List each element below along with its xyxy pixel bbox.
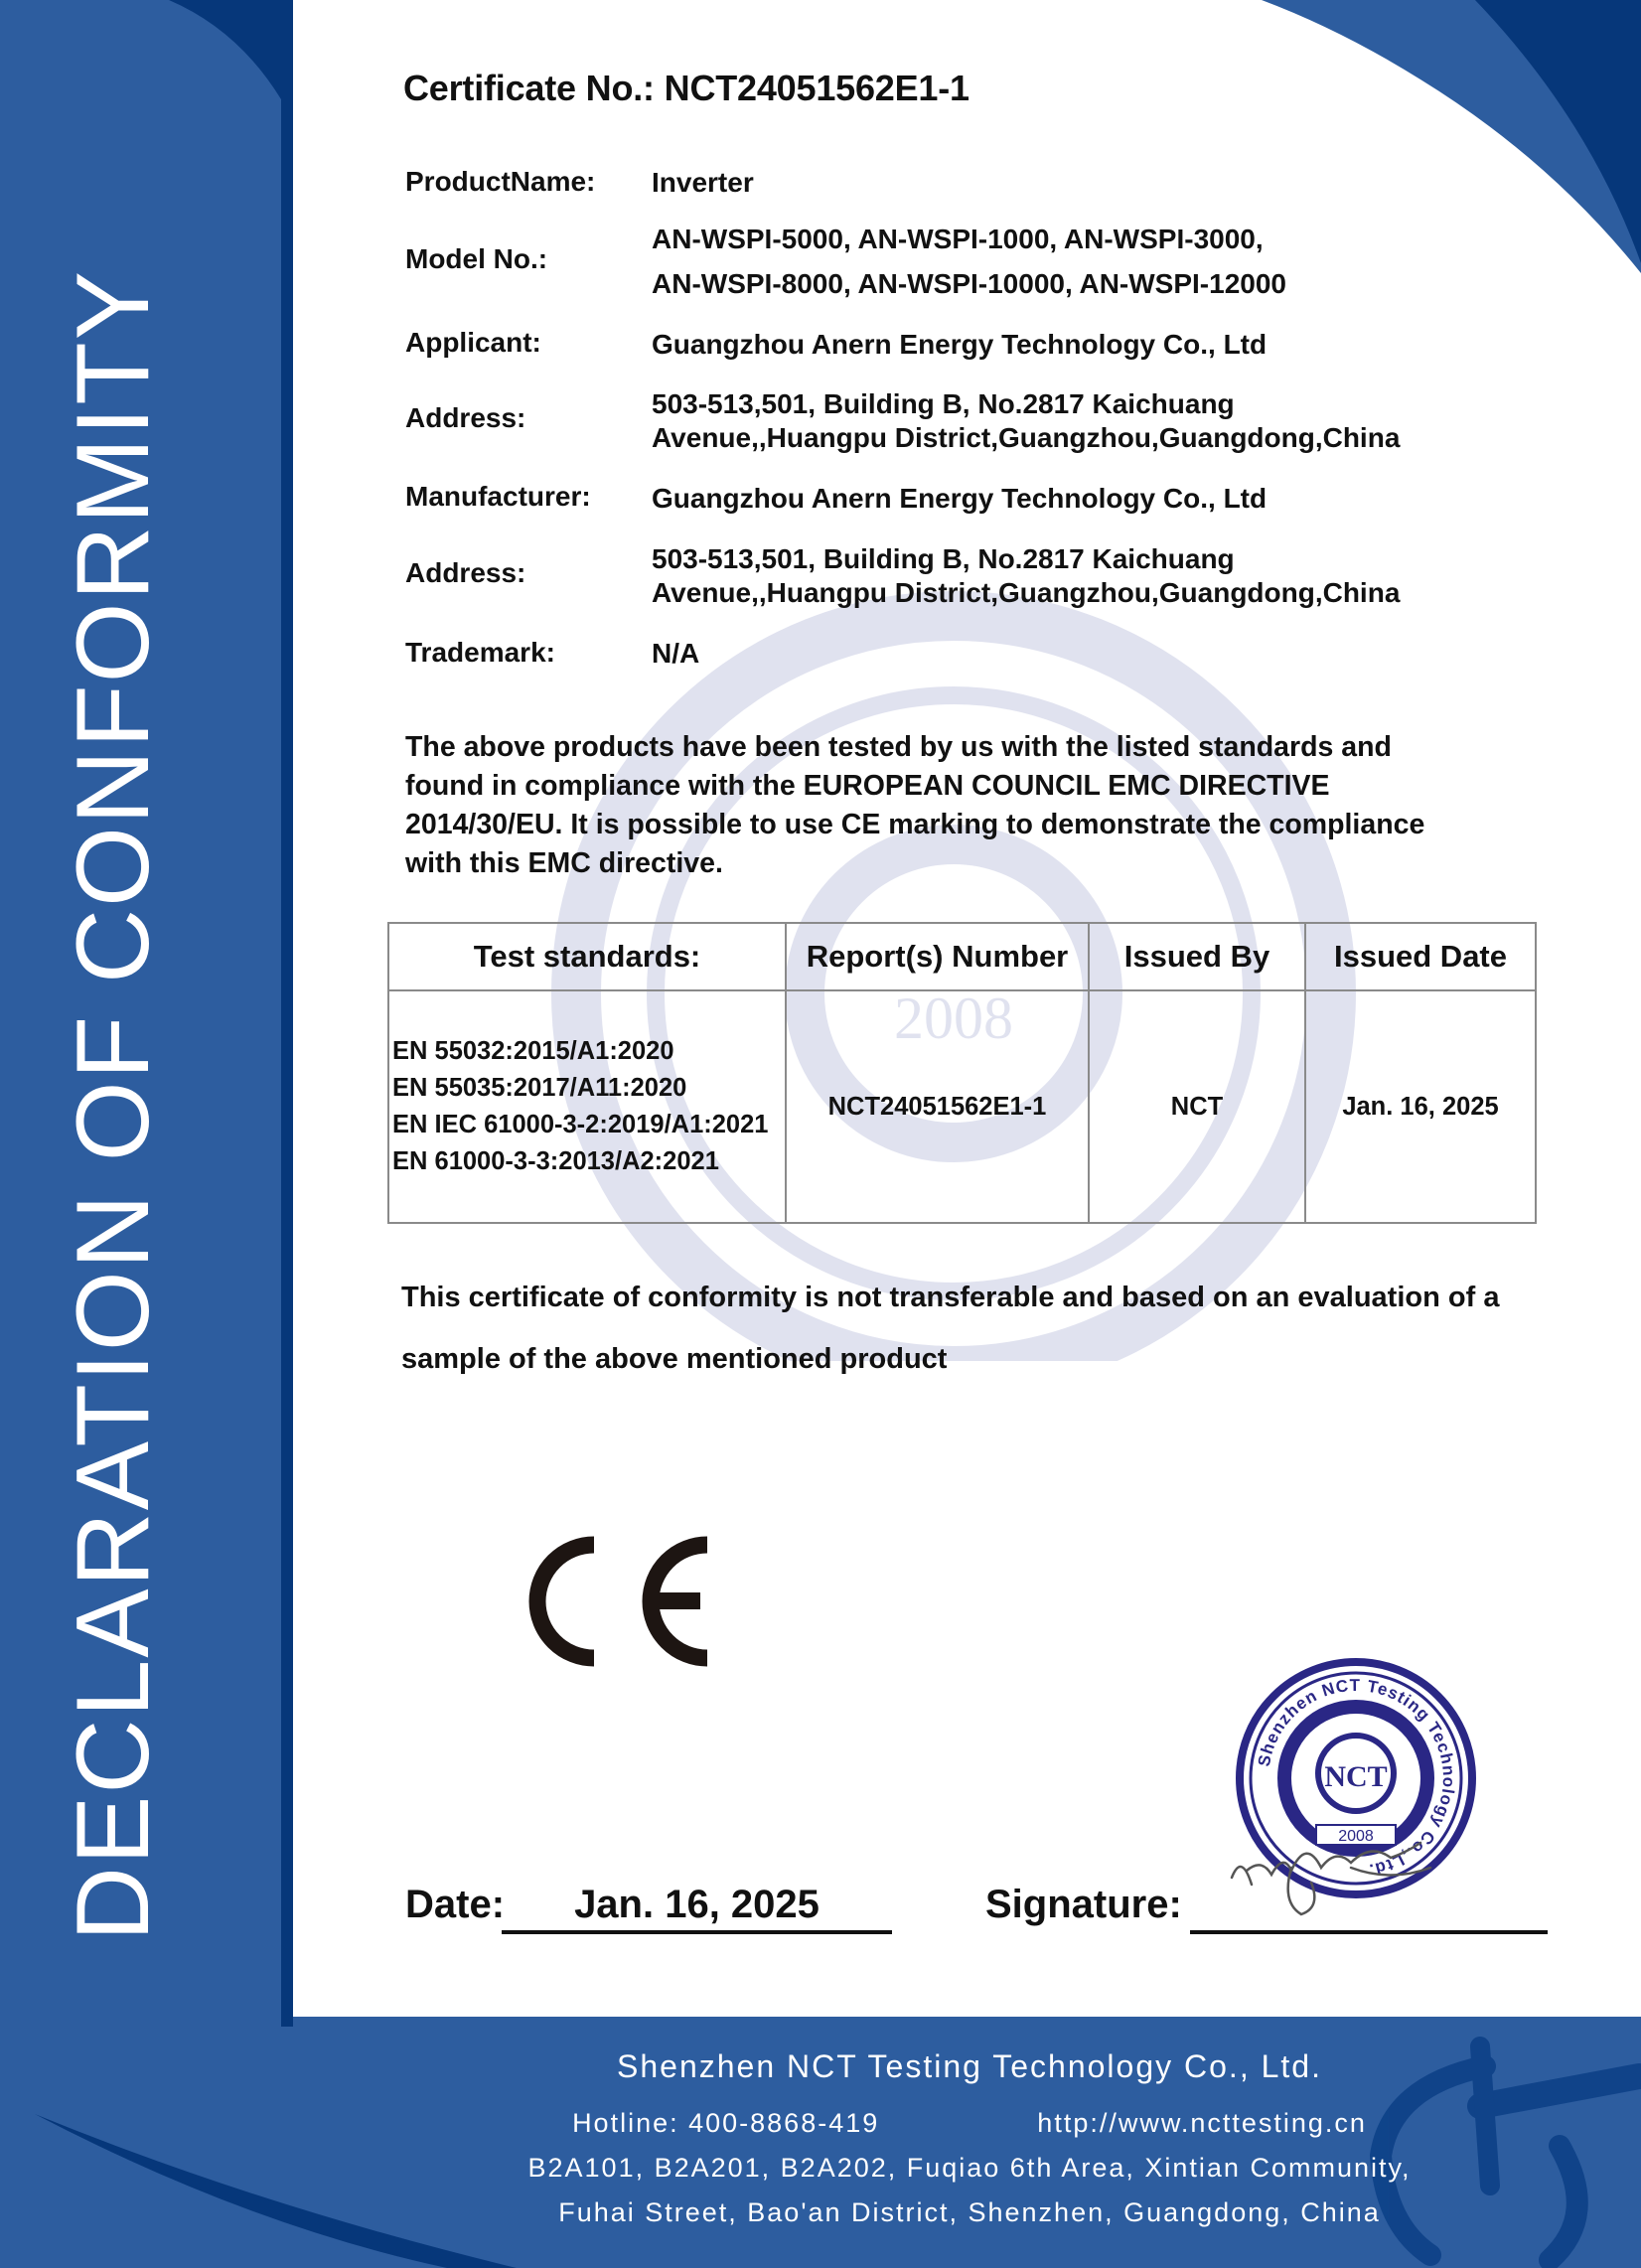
header-issued-date: Issued Date xyxy=(1305,923,1536,990)
footer-company-name: Shenzhen NCT Testing Technology Co., Ltd. xyxy=(617,2048,1322,2084)
transfer-note-line-1: This certificate of conformity is not transferable and based on an evaluation of a xyxy=(401,1282,1500,1313)
header-report-number: Report(s) Number xyxy=(786,923,1089,990)
date-field xyxy=(502,1883,892,1934)
footer-hotline: Hotline: 400-8868-419 xyxy=(572,2108,880,2138)
certificate-number-value: NCT24051562E1-1 xyxy=(664,68,970,108)
footer-contact-row xyxy=(298,2108,1641,2139)
footer-address-line-2: Fuhai Street, Bao'an District, Shenzhen, Guangdong, China xyxy=(558,2197,1381,2227)
company-stamp xyxy=(1222,1654,1490,1922)
footer-address-line-1: B2A101, B2A201, B2A202, Fuqiao 6th Area, Xintian Community, xyxy=(527,2153,1412,2183)
transfer-note-line-2: sample of the above mentioned product xyxy=(401,1343,948,1375)
field-label-manufacturer-address: Address: xyxy=(405,557,526,588)
compliance-statement xyxy=(405,728,1478,883)
date-label: Date: xyxy=(405,1883,506,1926)
statement-line: The above products have been tested by us with the listed standards and xyxy=(405,731,1392,763)
field-label-product-name: ProductName: xyxy=(405,166,596,197)
stamp-ring-text: Shenzhen NCT Testing Technology Co.,Ltd. xyxy=(1254,1675,1459,1881)
certificate-number-label: Certificate No.: xyxy=(403,68,655,108)
field-label-manufacturer: Manufacturer: xyxy=(405,481,591,512)
field-label-trademark: Trademark: xyxy=(405,637,555,668)
standard-item: EN 61000-3-3:2013/A2:2021 xyxy=(392,1147,719,1175)
field-value-trademark: N/A xyxy=(652,638,700,669)
standard-item: EN 55035:2017/A11:2020 xyxy=(392,1074,687,1102)
stamp-year: 2008 xyxy=(1338,1828,1374,1845)
field-label-model-no: Model No.: xyxy=(405,243,548,274)
header-issued-by: Issued By xyxy=(1089,923,1305,990)
stamp-monogram: NCT xyxy=(1324,1760,1388,1793)
ce-mark-icon xyxy=(526,1535,715,1669)
certificate-number-heading xyxy=(403,68,970,109)
cell-issued-date: Jan. 16, 2025 xyxy=(1305,990,1536,1223)
statement-line: with this EMC directive. xyxy=(405,847,723,879)
table-row xyxy=(388,990,1536,1223)
footer-website-link[interactable]: http://www.ncttesting.cn xyxy=(1037,2108,1367,2138)
field-value-manufacturer-address-1: 503-513,501, Building B, No.2817 Kaichuang xyxy=(652,543,1235,574)
cell-report-number: NCT24051562E1-1 xyxy=(786,990,1089,1223)
standard-item: EN 55032:2015/A1:2020 xyxy=(392,1037,674,1065)
field-value-model-line-1: AN-WSPI-5000, AN-WSPI-1000, AN-WSPI-3000, xyxy=(652,224,1264,254)
test-standards-table xyxy=(387,922,1537,1224)
field-value-manufacturer-address-2: Avenue,,Huangpu District,Guangzhou,Guangdong,China xyxy=(652,577,1401,608)
field-value-applicant-address-2: Avenue,,Huangpu District,Guangzhou,Guangdong,China xyxy=(652,422,1401,453)
field-value-model-line-2: AN-WSPI-8000, AN-WSPI-10000, AN-WSPI-12000 xyxy=(652,268,1286,299)
field-value-applicant-address-1: 503-513,501, Building B, No.2817 Kaichuang xyxy=(652,388,1235,419)
svg-text:2008: 2008 xyxy=(894,985,1013,1051)
standard-item: EN IEC 61000-3-2:2019/A1:2021 xyxy=(392,1111,769,1138)
handwritten-signature xyxy=(1232,1843,1430,1914)
cell-standards xyxy=(388,990,786,1223)
field-label-applicant-address: Address: xyxy=(405,402,526,433)
table-header-row xyxy=(388,923,1536,990)
field-label-applicant: Applicant: xyxy=(405,327,541,358)
side-title-text: DECLARATION OF CONFORMITY xyxy=(56,268,172,1942)
date-value: Jan. 16, 2025 xyxy=(574,1883,820,1926)
statement-line: 2014/30/EU. It is possible to use CE marking to demonstrate the compliance xyxy=(405,809,1425,840)
header-test-standards: Test standards: xyxy=(388,923,786,990)
field-value-manufacturer: Guangzhou Anern Energy Technology Co., Ltd xyxy=(652,483,1268,514)
field-value-product-name: Inverter xyxy=(652,167,754,198)
signature-label: Signature: xyxy=(985,1883,1182,1926)
statement-line: found in compliance with the EUROPEAN COUNCIL EMC DIRECTIVE xyxy=(405,770,1330,802)
field-value-applicant: Guangzhou Anern Energy Technology Co., Ltd xyxy=(652,329,1268,360)
cell-issued-by: NCT xyxy=(1089,990,1305,1223)
